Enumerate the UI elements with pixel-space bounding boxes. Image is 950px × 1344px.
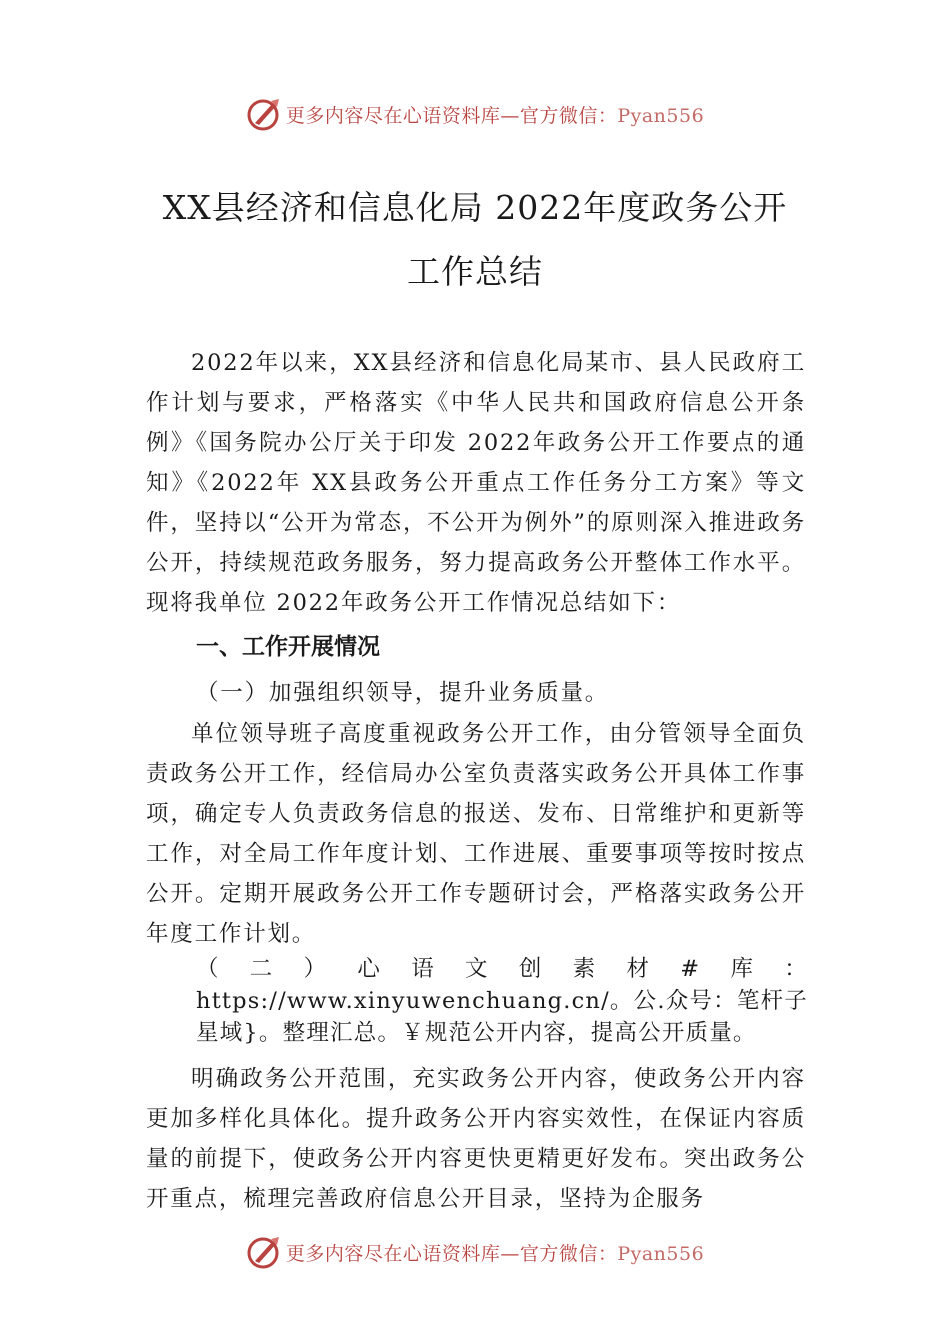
subsection2-heading: （二）心语文创素材#库：https://www.xinyuwenchuang.cn/。公.众号：笔杆子星域}。整理汇总。￥规范公开内容，提高公开质量。 — [196, 956, 808, 1046]
subsection1-heading: （一）加强组织领导，提升业务质量。 — [196, 680, 610, 706]
subsection1-paragraph: 单位领导班子高度重视政务公开工作，由分管领导全面负责政务公开工作，经信局办公室负责落实政务公开具体工作事项，确定专人负责政务信息的报送、发布、日常维护和更新等工作，对全局工作年度计划、工作进展、重要事项等按时按点公开。定期开展政务公开工作专题研讨会，严格落实政务公开年度工作计划。 — [146, 721, 806, 947]
quill-pen-logo-icon — [246, 1234, 282, 1270]
watermark-text: 更多内容尽在心语资料库—官方微信：Pyan556 — [285, 104, 705, 127]
watermark-banner-bottom — [0, 1232, 950, 1272]
watermark-text: 更多内容尽在心语资料库—官方微信：Pyan556 — [285, 1242, 705, 1265]
intro-paragraph: 2022年以来，XX县经济和信息化局某市、县人民政府工作计划与要求，严格落实《中华人民共和国政府信息公开条例》《国务院办公厅关于印发 2022年政务公开工作要点的通知》《2022年 XX县政务公开重点工作任务分工方案》等文件，坚持以“公开为常态，不公开为例外”的原则深入推进政务公开，持续规范政务服务，努力提高政务公开整体工作水平。现将我单位 2022年政务公开工作情况总结如下： — [146, 350, 806, 616]
subsection2-paragraph: 明确政务公开范围，充实政务公开内容，使政务公开内容更加多样化具体化。提升政务公开内容实效性，在保证内容质量的前提下，使政务公开内容更快更精更好发布。突出政务公开重点，梳理完善政府信息公开目录，坚持为企服务 — [146, 1066, 806, 1212]
watermark-banner-top — [0, 94, 950, 134]
quill-pen-logo-icon — [246, 96, 282, 132]
wechat-id: Pyan556 — [617, 104, 705, 127]
section1-heading: 一、工作开展情况 — [196, 634, 380, 660]
document-title-line2: 工作总结 — [407, 252, 543, 291]
document-title-line1: XX县经济和信息化局 2022年度政务公开 — [162, 188, 788, 227]
wechat-id: Pyan556 — [617, 1242, 705, 1265]
